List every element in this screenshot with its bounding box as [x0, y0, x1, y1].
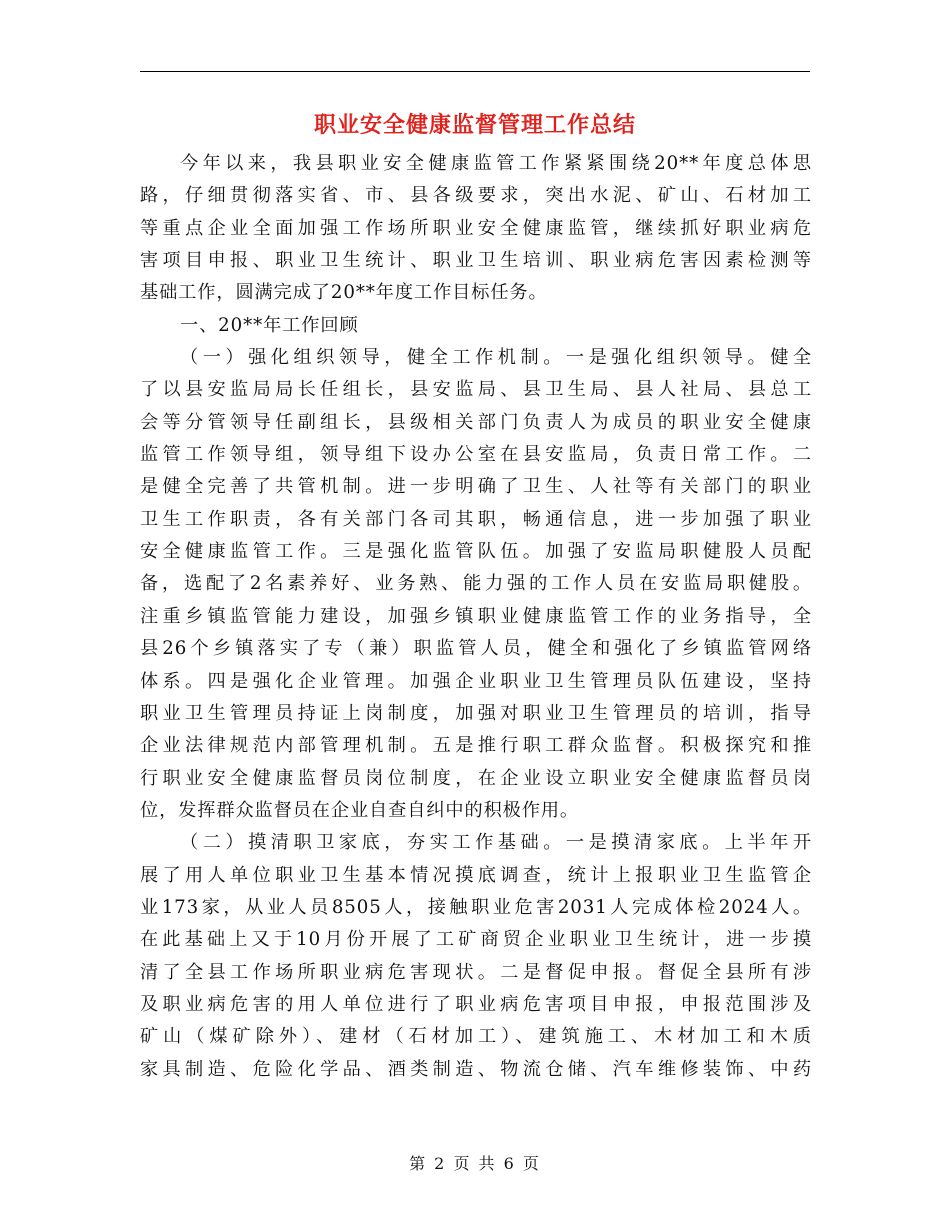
paragraph-line: 清了全县工作场所职业病危害现状。二是督促申报。督促全县所有涉: [140, 961, 812, 983]
paragraph-line: 了以县安监局局长任组长，县安监局、县卫生局、县人社局、县总工: [140, 379, 812, 401]
paragraph-line: 县26个乡镇落实了专（兼）职监管人员，健全和强化了乡镇监管网络: [140, 638, 812, 660]
paragraph-line: 家具制造、危险化学品、酒类制造、物流仓储、汽车维修装饰、中药: [140, 1058, 812, 1080]
paragraph-line: 害项目申报、职业卫生统计、职业卫生培训、职业病危害因素检测等: [140, 250, 812, 272]
paragraph-line: 路，仔细贯彻落实省、市、县各级要求，突出水泥、矿山、石材加工: [140, 185, 812, 207]
paragraph-line: 基础工作，圆满完成了20**年度工作目标任务。: [140, 282, 548, 304]
paragraph-line: 等重点企业全面加强工作场所职业安全健康监管，继续抓好职业病危: [140, 217, 812, 239]
paragraph-line: 今年以来，我县职业安全健康监管工作紧紧围绕20**年度总体思: [180, 153, 812, 174]
paragraph-line: 注重乡镇监管能力建设，加强乡镇职业健康监管工作的业务指导，全: [140, 605, 812, 627]
header-rule: [140, 71, 810, 72]
document-title: 职业安全健康监督管理工作总结: [313, 112, 636, 138]
paragraph-line: 监管工作领导组，领导组下设办公室在县安监局，负责日常工作。二: [140, 444, 812, 466]
paragraph-line: 在此基础上又于10月份开展了工矿商贸企业职业卫生统计，进一步摸: [140, 929, 812, 951]
section-heading: 一、20**年工作回顾: [180, 314, 359, 336]
page-number-footer: 第 2 页 共 6 页: [409, 1154, 541, 1173]
paragraph-line: （一）强化组织领导，健全工作机制。一是强化组织领导。健全: [180, 347, 812, 369]
paragraph-line: 是健全完善了共管机制。进一步明确了卫生、人社等有关部门的职业: [140, 476, 812, 498]
paragraph-line: 行职业安全健康监督员岗位制度，在企业设立职业安全健康监督员岗: [140, 767, 812, 789]
paragraph-line: 卫生工作职责，各有关部门各司其职，畅通信息，进一步加强了职业: [140, 508, 812, 530]
paragraph-line: 会等分管领导任副组长，县级相关部门负责人为成员的职业安全健康: [140, 411, 812, 433]
paragraph-line: 及职业病危害的用人单位进行了职业病危害项目申报，申报范围涉及: [140, 993, 812, 1015]
paragraph-line: 企业法律规范内部管理机制。五是推行职工群众监督。积极探究和推: [140, 735, 812, 757]
paragraph-line: 业173家，从业人员8505人，接触职业危害2031人完成体检2024人。: [140, 896, 812, 918]
paragraph-line: 备，选配了2名素养好、业务熟、能力强的工作人员在安监局职健股。: [140, 573, 812, 595]
paragraph-line: 位，发挥群众监督员在企业自查自纠中的积极作用。: [140, 799, 580, 821]
paragraph-line: 职业卫生管理员持证上岗制度，加强对职业卫生管理员的培训，指导: [140, 702, 812, 724]
paragraph-line: 安全健康监管工作。三是强化监管队伍。加强了安监局职健股人员配: [140, 541, 812, 563]
document-body: [140, 148, 812, 1086]
paragraph-line: 体系。四是强化企业管理。加强企业职业卫生管理员队伍建设，坚持: [140, 670, 812, 692]
paragraph-line: 矿山（煤矿除外）、建材（石材加工）、建筑施工、木材加工和木质: [140, 1026, 812, 1048]
paragraph-line: （二）摸清职卫家底，夯实工作基础。一是摸清家底。上半年开: [180, 832, 812, 854]
paragraph-line: 展了用人单位职业卫生基本情况摸底调查，统计上报职业卫生监管企: [140, 864, 812, 886]
